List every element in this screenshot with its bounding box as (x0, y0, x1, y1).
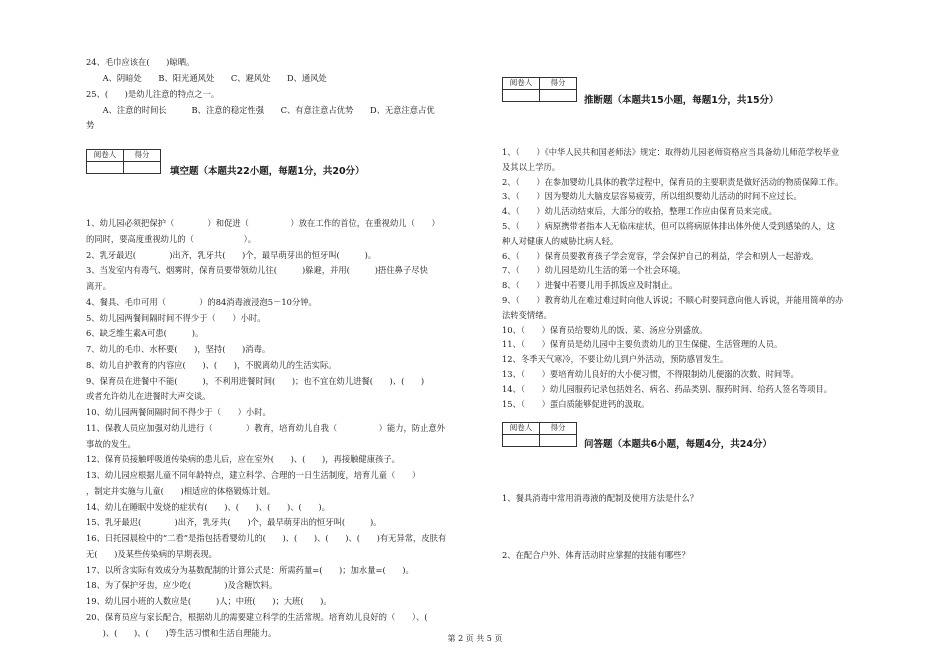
reviewer-cell (87, 162, 124, 174)
fill-question-line: 10、幼儿园两餐间隔时间不得少于（ ）小时。 (86, 407, 271, 417)
fill-question-line: 事故的发生。 (86, 438, 136, 449)
reviewer-cell (503, 90, 540, 102)
judge-question-line: 1、（ ）《中华人民共和国老师法》规定：取得幼儿园老师资格应当具备幼儿师范学校毕业 (502, 147, 840, 157)
reviewer-label: 阅卷人 (503, 423, 540, 435)
question-24-options: A、阴暗处 B、阳光通风处 C、避风处 D、通风处 (86, 73, 327, 83)
judge-score-box (502, 77, 577, 102)
question-25-options: A、注意的时间长 B、注意的稳定性强 C、有意注意占优势 D、无意注意占优 (86, 105, 435, 115)
score-label: 得分 (540, 78, 577, 90)
page-footer: 第 2 页 共 5 页 (447, 634, 503, 643)
judge-question-line: 9、（ ）教育幼儿在难过难过时向他人诉说；不顺心时要同意向他人诉说，并能用简单的办 (502, 295, 844, 305)
fill-question-line: 8、幼儿自护教育的内容应( )、( )，不脱离幼儿的生活实际。 (86, 359, 337, 370)
fill-question-line: 4、餐具、毛巾可用（ ）的84消毒液浸泡5－10分钟。 (86, 296, 317, 307)
score-label: 得分 (540, 423, 577, 435)
fill-question-line: 离开。 (86, 281, 111, 291)
fill-question-line: 无( )及某些传染病的早期表现。 (86, 548, 217, 559)
fill-question-line: 或者允许幼儿在进餐时大声交谈。 (86, 391, 211, 402)
fill-question-line: 19、幼儿园小班的人数应是( )人；中班( )；大班( )。 (86, 596, 332, 606)
judge-question-line: 5、（ ）病原携带者指本人无临床症状，但可以将病原体排出体外使人受到感染的人，这 (502, 221, 836, 231)
judge-question-line: 2、（ ）在参加婴幼儿具体的教学过程中，保育员的主要职责是做好活动的物质保障工作。 (502, 176, 844, 187)
score-cell (540, 90, 577, 102)
fill-question-line: 17、以所含实际有效成分为基数配制的计算公式是：所需药量=( )；加水量=( )。 (86, 564, 414, 575)
judge-question-line: 13、（ ）要培育幼儿良好的大小便习惯，不得限制幼儿便溺的次数、时间等。 (502, 369, 799, 379)
judge-question-line: 及其以上学历。 (502, 161, 561, 172)
fill-question-line: 9、保育员在进餐中不能( )，不利用进餐时间( )；也不宜在幼儿进餐( )、( ) (86, 375, 425, 386)
fill-question-line: 11、保教人员应加强对幼儿进行（ ）教育，培育幼儿自我（ ）能力，防止意外 (86, 422, 446, 433)
fill-score-box (86, 149, 161, 174)
score-label: 得分 (124, 150, 161, 162)
fill-section-title: 填空题（本题共22小题，每题1分，共20分） (170, 166, 365, 177)
judge-question-line: 法转变情绪。 (502, 309, 552, 320)
judge-question-line: 10、（ ）保育员给婴幼儿的饭、菜、汤应分别盛放。 (502, 324, 708, 335)
fill-question-line: )、( )、( )等生活习惯和生活自理能力。 (86, 627, 277, 638)
reviewer-label: 阅卷人 (503, 78, 540, 90)
question-24: 24、毛巾应该在( )晾晒。 (86, 57, 195, 67)
judge-question-line: 7、（ ）幼儿园是幼儿生活的第一个社会环境。 (502, 265, 686, 276)
reviewer-cell (503, 435, 540, 447)
judge-question-line: 6、（ ）保育员要教育孩子学会宽容，学会保护自己的利益，学会和别人一起游戏。 (502, 250, 819, 261)
fill-question-line: 7、幼儿的毛巾、水杯要( )，坚持( )消毒。 (86, 344, 271, 354)
qa-score-box (502, 422, 577, 447)
qa-section-title: 问答题（本题共6小题，每题4分，共24分） (584, 439, 772, 450)
fill-question-line: 15、乳牙最迟( )出齐，乳牙共( )个，最早萌芽出的恒牙叫( )。 (86, 517, 382, 528)
question-25: 25、( )是幼儿注意的特点之一。 (86, 89, 220, 99)
fill-question-line: 3、当发室内有毒气、烟雾时，保育员要带领幼儿往( )躲避，并用( )捂住鼻子尽快 (86, 265, 428, 276)
judge-question-line: 11、（ ）保育员是幼儿园中主要负责幼儿的卫生保健、生活管理的人员。 (502, 339, 783, 350)
fill-question-line: 13、幼儿园应根据儿童不同年龄特点，建立科学、合理的一日生活制度，培育儿童（ ） (86, 470, 421, 480)
score-cell (540, 435, 577, 447)
question-25-options-cont: 势 (86, 120, 95, 130)
judge-section-title: 推断题（本题共15小题，每题1分，共15分） (584, 95, 779, 106)
score-cell (124, 162, 161, 174)
judge-question-line: 种人对健康人的威胁比病人轻。 (502, 235, 619, 246)
fill-question-line: 18、为了保护牙齿，应少吃( )及含糖饮料。 (86, 580, 278, 591)
fill-question-line: 1、幼儿园必须把保护（ ）和促进（ ）放在工作的首位，在重视幼儿（ ） (86, 218, 440, 228)
judge-question-line: 12、冬季天气寒冷，不要让幼儿到户外活动，预防感冒发生。 (502, 354, 729, 365)
fill-question-line: 12、保育员接触呼吸道传染病的患儿后，应在室外( )、( )，再接触健康孩子。 (86, 454, 400, 465)
fill-question-line: ，制定并实施与儿童( )相适应的体格锻炼计划。 (86, 485, 276, 496)
fill-question-line: 5、幼儿园两餐间隔时间不得少于（ ）小时。 (86, 312, 266, 323)
judge-question-line: 15、（ ）蛋白质能够促进钙的汲取。 (502, 398, 650, 409)
judge-question-line: 8、（ ）进餐中若婴儿用手抓饭应及时制止。 (502, 280, 678, 291)
fill-question-line: 20、保育员应与家长配合，根据幼儿的需要建立科学的生活常规。培育幼儿良好的（ ）、( (86, 611, 428, 622)
judge-question-line: 14、（ ）幼儿园服药记录包括姓名、病名、药品类别、服药时间、给药人签名等项目。 (502, 383, 832, 394)
judge-question-line: 4、（ ）幼儿活动结束后，大部分的收拾，整理工作应由保育员来完成。 (502, 206, 777, 217)
qa-question-2: 2、在配合户外、体育活动时应掌握的技能有哪些？ (502, 550, 690, 560)
judge-question-line: 3、（ ）因为婴幼儿大脑皮层容易疲劳，所以组织婴幼儿活动的时间不应过长。 (502, 191, 802, 202)
fill-question-line: 2、乳牙最迟( )出齐，乳牙共( )个，最早萌芽出的恒牙叫( )。 (86, 249, 377, 260)
reviewer-label: 阅卷人 (87, 150, 124, 162)
fill-question-line: 的同时，要高度重视幼儿的（ ）。 (86, 233, 257, 244)
fill-question-line: 16、日托园晨检中的“二看”是指包括看婴幼儿的( )、( )、( )、( )有无异常，皮肤有 (86, 533, 447, 543)
fill-question-line: 6、缺乏维生素A可患( )。 (86, 328, 204, 339)
fill-question-line: 14、幼儿在睡眠中发烧的症状有( )、( )、( )、( )。 (86, 501, 330, 512)
qa-question-1: 1、餐具消毒中常用消毒液的配制及使用方法是什么？ (502, 493, 699, 503)
